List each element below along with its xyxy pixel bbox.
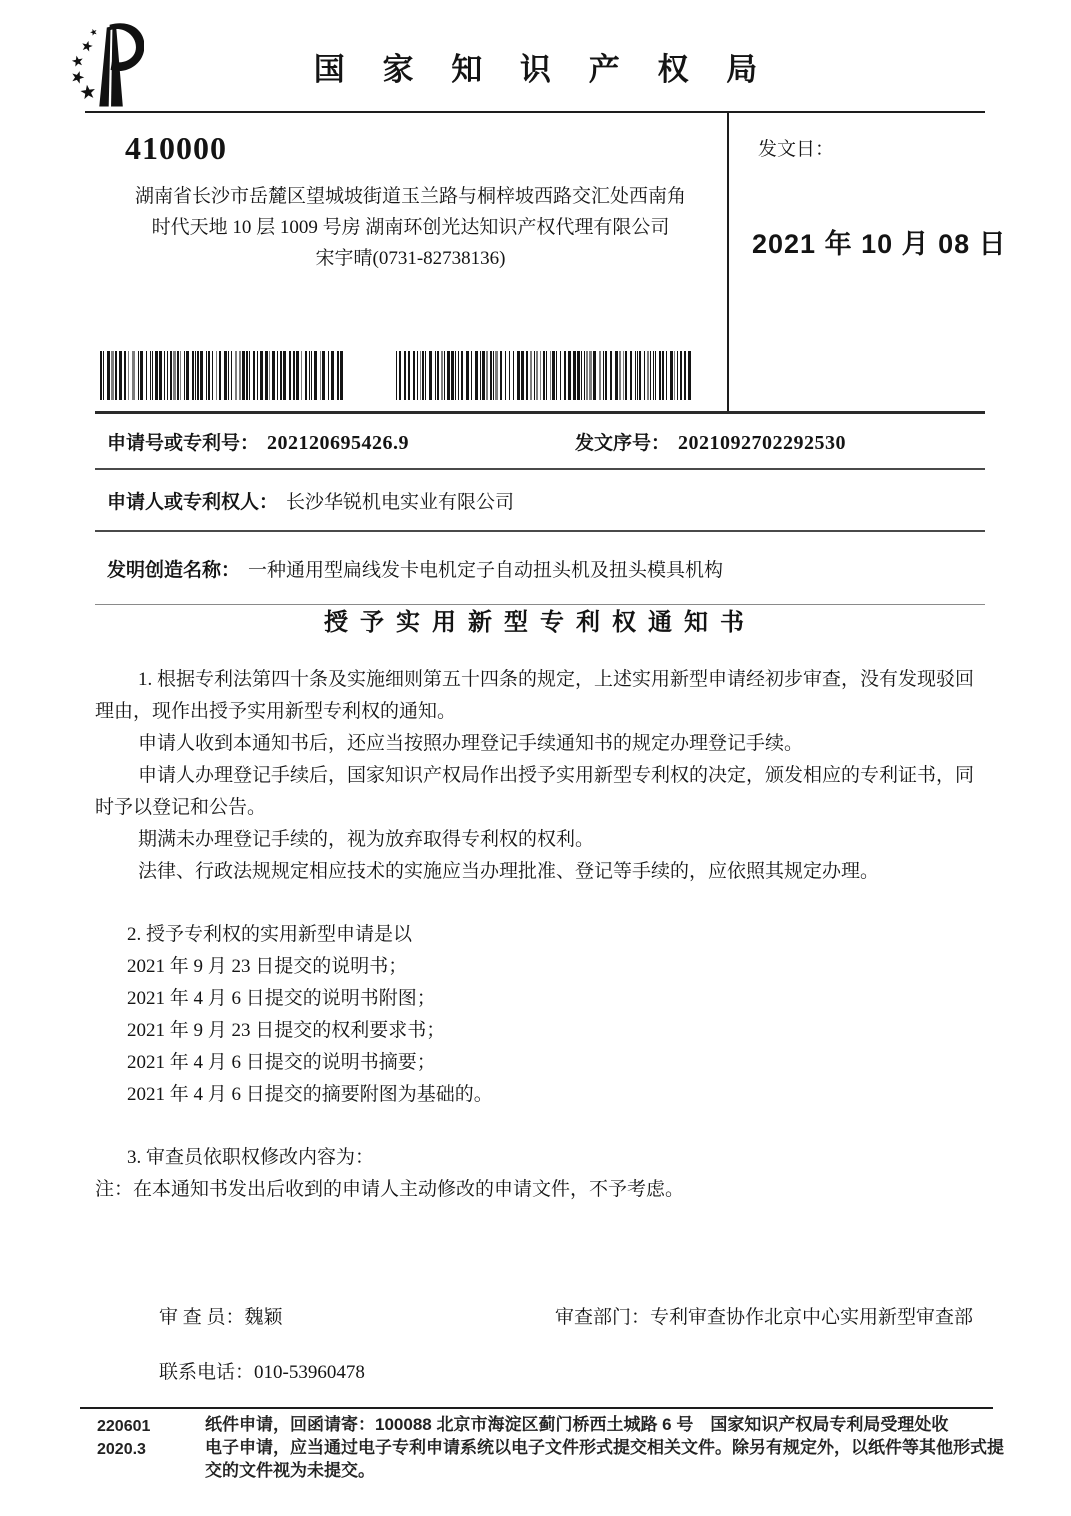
invention-name-value: 一种通用型扁线发卡电机定子自动扭头机及扭头模具机构 xyxy=(248,559,724,581)
footer-divider xyxy=(80,1407,993,1409)
address-line-3: 宋宇晴(0731-82738136) xyxy=(315,248,506,269)
department-label: 审查部门： xyxy=(555,1307,651,1328)
dispatch-date-value: 2021 年 10 月 08 日 xyxy=(752,229,1007,259)
paragraph-4: 期满未办理登记手续的，视为放弃取得专利权的权利。 xyxy=(138,829,595,850)
paragraph-7: 2021 年 9 月 23 日提交的说明书； xyxy=(127,956,408,977)
paragraph-9: 2021 年 9 月 23 日提交的权利要求书； xyxy=(127,1020,446,1041)
paragraph-10: 2021 年 4 月 6 日提交的说明书摘要； xyxy=(127,1052,436,1073)
form-code-block xyxy=(97,1415,150,1461)
notice-body xyxy=(95,664,979,1206)
address-line-2: 时代天地 10 层 1009 号房 湖南环创光达知识产权代理有限公司 xyxy=(151,217,670,238)
footer-notes xyxy=(205,1413,1005,1482)
dispatch-number-value: 2021092702292530 xyxy=(678,431,847,454)
phone-value: 010-53960478 xyxy=(254,1362,365,1383)
paragraph-13: 注：在本通知书发出后收到的申请人主动修改的申请文件，不予考虑。 xyxy=(95,1179,685,1200)
postcode: 410000 xyxy=(125,130,227,166)
bibliographic-table xyxy=(95,411,985,605)
applicant-label: 申请人或专利权人： xyxy=(107,491,279,513)
department-row xyxy=(555,1302,973,1329)
application-number-cell xyxy=(107,428,575,455)
examiner-row xyxy=(159,1302,283,1329)
paragraph-12: 3. 审查员依职权修改内容为： xyxy=(127,1147,375,1168)
barcode-left xyxy=(100,351,346,400)
address-line-1: 湖南省长沙市岳麓区望城坡街道玉兰路与桐梓坡西路交汇处西南角 xyxy=(134,186,686,207)
paragraph-5: 法律、行政法规规定相应技术的实施应当办理批准、登记等手续的，应依照其规定办理。 xyxy=(138,861,880,882)
examiner-name: 魏颖 xyxy=(244,1307,283,1328)
examiner-label: 审 查 员： xyxy=(159,1307,245,1328)
footer-note-paper: 纸件申请，回函请寄：100088 北京市海淀区蓟门桥西土城路 6 号 国家知识产权局专利局受理处收 xyxy=(205,1415,949,1434)
table-row-application-number xyxy=(95,414,985,470)
form-code-2: 2020.3 xyxy=(97,1441,146,1458)
phone-label: 联系电话： xyxy=(159,1362,255,1383)
recipient-address-block xyxy=(103,130,718,274)
invention-name-label: 发明创造名称： xyxy=(107,559,241,581)
table-row-applicant xyxy=(95,470,985,532)
table-row-invention xyxy=(95,532,985,605)
notice-title: 授 予 实 用 新 型 专 利 权 通 知 书 xyxy=(324,610,747,636)
applicant-value: 长沙华锐机电实业有限公司 xyxy=(286,491,515,513)
paragraph-8: 2021 年 4 月 6 日提交的说明书附图； xyxy=(127,988,436,1009)
dispatch-number-label: 发文序号： xyxy=(575,432,671,454)
paragraph-1: 1. 根据专利法第四十条及实施细则第五十四条的规定，上述实用新型申请经初步审查，没有发现驳回理由，现作出授予实用新型专利权的通知。 xyxy=(95,669,975,722)
barcode-right xyxy=(396,351,691,400)
agency-title: 国 家 知 识 产 权 局 xyxy=(313,52,773,87)
footer-note-electronic: 电子申请，应当通过电子专利申请系统以电子文件形式提交相关文件。除另有规定外，以纸件等其他形式提交的文件视为未提交。 xyxy=(205,1438,1004,1480)
paragraph-6: 2. 授予专利权的实用新型申请是以 xyxy=(127,924,413,945)
applicant-cell xyxy=(107,487,514,514)
paragraph-2: 申请人收到本通知书后，还应当按照办理登记手续通知书的规定办理登记手续。 xyxy=(138,733,804,754)
column-divider xyxy=(727,111,729,412)
contact-phone-row xyxy=(159,1357,365,1384)
paragraph-3: 申请人办理登记手续后，国家知识产权局作出授予实用新型专利权的决定，颁发相应的专利证书，同时予以登记和公告。 xyxy=(95,765,975,818)
dispatch-date-label: 发文日： xyxy=(758,139,835,160)
dispatch-number-cell xyxy=(575,428,846,455)
header-divider xyxy=(85,111,985,113)
paragraph-11: 2021 年 4 月 6 日提交的摘要附图为基础的。 xyxy=(127,1084,493,1105)
application-number-label: 申请号或专利号： xyxy=(107,432,260,454)
application-number-value: 202120695426.9 xyxy=(267,431,410,454)
form-code-1: 220601 xyxy=(97,1418,151,1435)
department-value: 专利审查协作北京中心实用新型审查部 xyxy=(650,1307,974,1328)
invention-cell xyxy=(107,555,723,582)
